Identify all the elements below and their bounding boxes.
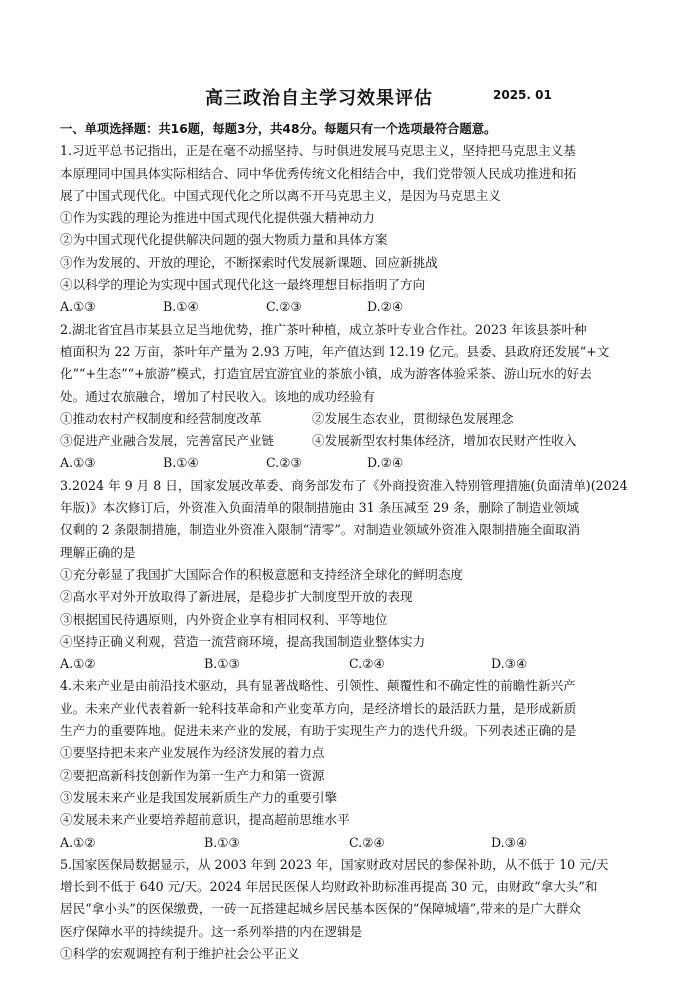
- question-text: 居民“拿小头”的医保缴费，一砖一瓦搭建起城乡居民基本医保的“保障城墙”,带来的是广大群众: [60, 901, 581, 917]
- statement-option: ④坚持正确义利观，营造一流营商环境，提高我国制造业整体实力: [60, 633, 426, 649]
- answer-choices: [60, 452, 638, 474]
- choice-d: D.③④: [491, 834, 528, 850]
- statement-option: ①科学的宏观调控有利于维护社会公平正义: [60, 945, 300, 961]
- exam-date: 2025. 01: [493, 88, 552, 102]
- statement-option: ①推动农村产权制度和经营制度改革: [60, 410, 262, 426]
- question-text: 年版)》本次修订后，外资准入负面清单的限制措施由 31 条压减至 29 条，删除了制造业领域: [60, 500, 579, 516]
- statement-option: ①要坚持把未来产业发展作为经济发展的着力点: [60, 745, 325, 761]
- statement-option: ③根据国民待遇原则，内外资企业享有相同权利、平等地位: [60, 611, 388, 627]
- question-5: [60, 854, 638, 965]
- statement-option: ④发展未来产业要培养超前意识，提高超前思维水平: [60, 812, 350, 828]
- question-text: 展了中国式现代化。中国式现代化之所以离不开马克思主义，是因为马克思主义: [60, 187, 501, 203]
- choice-d: D.②④: [367, 299, 404, 315]
- statement-option: ②高水平对外开放取得了新进展，是稳步扩大制度型开放的表现: [60, 589, 413, 605]
- question-2: [60, 319, 638, 475]
- choice-b: B.①③: [204, 656, 240, 672]
- question-1: [60, 140, 638, 318]
- section-heading: 一、单项选择题：共16题，每题3分，共48分。每题只有一个选项最符合题意。: [60, 122, 497, 136]
- statement-option: ④发展新型农村集体经济，增加农民财产性收入: [312, 433, 577, 449]
- statement-option: ④以科学的理论为实现中国式现代化这一最终理想目标指明了方向: [60, 277, 426, 293]
- question-text: 4.未来产业是由前沿技术驱动，具有显著战略性、引领性、颠覆性和不确定性的前瞻性新兴产: [60, 678, 576, 694]
- question-text: 5.国家医保局数据显示，从 2003 年到 2023 年，国家财政对居民的参保补助，从不低于 10 元/天: [60, 856, 609, 872]
- statement-option: ③发展未来产业是我国发展新质生产力的重要引擎: [60, 789, 338, 805]
- header: [0, 84, 695, 110]
- question-3: [60, 475, 638, 676]
- question-text: 本原理同中国具体实际相结合、同中华优秀传统文化相结合中，我们党带领人民成功推进和拓: [60, 165, 577, 181]
- choice-a: A.①②: [60, 656, 96, 672]
- choice-a: A.①③: [60, 455, 96, 471]
- question-4: [60, 675, 638, 853]
- choice-b: B.①④: [163, 299, 199, 315]
- question-text: 3.2024 年 9 月 8 日，国家发展改革委、商务部发布了《外商投资准入特别管理措施(负面清单)(2024: [60, 477, 628, 493]
- question-text: 1.习近平总书记指出，正是在毫不动摇坚持、与时俱进发展马克思主义，坚持把马克思主义基: [60, 143, 576, 159]
- statement-option: ②要把高新科技创新作为第一生产力和第一资源: [60, 767, 325, 783]
- statement-option: ③促进产业融合发展，完善富民产业链: [60, 433, 275, 449]
- choice-a: A.①③: [60, 299, 96, 315]
- statement-option: ①作为实践的理论为推进中国式现代化提供强大精神动力: [60, 210, 375, 226]
- question-text: 医疗保障水平的持续提升。这一系列举措的内在逻辑是: [60, 923, 363, 939]
- exam-title: 高三政治自主学习效果评估: [205, 88, 433, 109]
- question-text: 增长到不低于 640 元/天。2024 年居民医保人均财政补助标准再提高 30 元，由财政“拿大头”和: [60, 879, 598, 895]
- choice-c: C.②③: [266, 299, 302, 315]
- choice-b: B.①④: [163, 455, 199, 471]
- choice-c: C.②③: [266, 455, 302, 471]
- question-text: 理解正确的是: [60, 544, 136, 560]
- choice-a: A.①②: [60, 834, 96, 850]
- choice-d: D.②④: [367, 455, 404, 471]
- question-text: 植面积为 22 万亩，茶叶年产量为 2.93 万吨，年产值达到 12.19 亿元。县委、县政府还发展“+文: [60, 343, 610, 359]
- question-text: 生产力的重要阵地。促进未来产业的发展，有助于实现生产力的迭代升级。下列表述正确的是: [60, 723, 577, 739]
- answer-choices: [60, 296, 638, 318]
- choice-c: C.②④: [349, 834, 385, 850]
- statement-option: ②发展生态农业，贯彻绿色发展理念: [312, 410, 514, 426]
- choice-b: B.①③: [204, 834, 240, 850]
- statement-option: ②为中国式现代化提供解决问题的强大物质力量和具体方案: [60, 232, 388, 248]
- statement-option-row: [60, 408, 638, 430]
- question-text: 化”“+生态”“+旅游”模式，打造宜居宜游宜业的茶旅小镇，成为游客体验采茶、游山玩水的好去: [60, 366, 592, 382]
- choice-d: D.③④: [491, 656, 528, 672]
- answer-choices: [60, 832, 638, 854]
- question-text: 仅剩的 2 条限制措施，制造业外资准入限制“清零”。对制造业领域外资准入限制措施全面取消: [60, 522, 581, 538]
- statement-option: ①充分彰显了我国扩大国际合作的积极意愿和支持经济全球化的鲜明态度: [60, 566, 463, 582]
- choice-c: C.②④: [349, 656, 385, 672]
- question-text: 业。未来产业代表着新一轮科技革命和产业变革方向，是经济增长的最活跃力量，是形成新质: [60, 700, 577, 716]
- question-text: 2.湖北省宜昌市某县立足当地优势，推广茶叶种植，成立茶叶专业合作社。2023 年该县茶叶种: [60, 321, 587, 337]
- exam-content: [60, 118, 638, 965]
- question-text: 处。通过农旅融合，增加了村民收入。该地的成功经验有: [60, 388, 375, 404]
- statement-option: ③作为发展的、开放的理论，不断探索时代发展新课题、回应新挑战: [60, 254, 438, 270]
- statement-option-row: [60, 430, 638, 452]
- answer-choices: [60, 653, 638, 675]
